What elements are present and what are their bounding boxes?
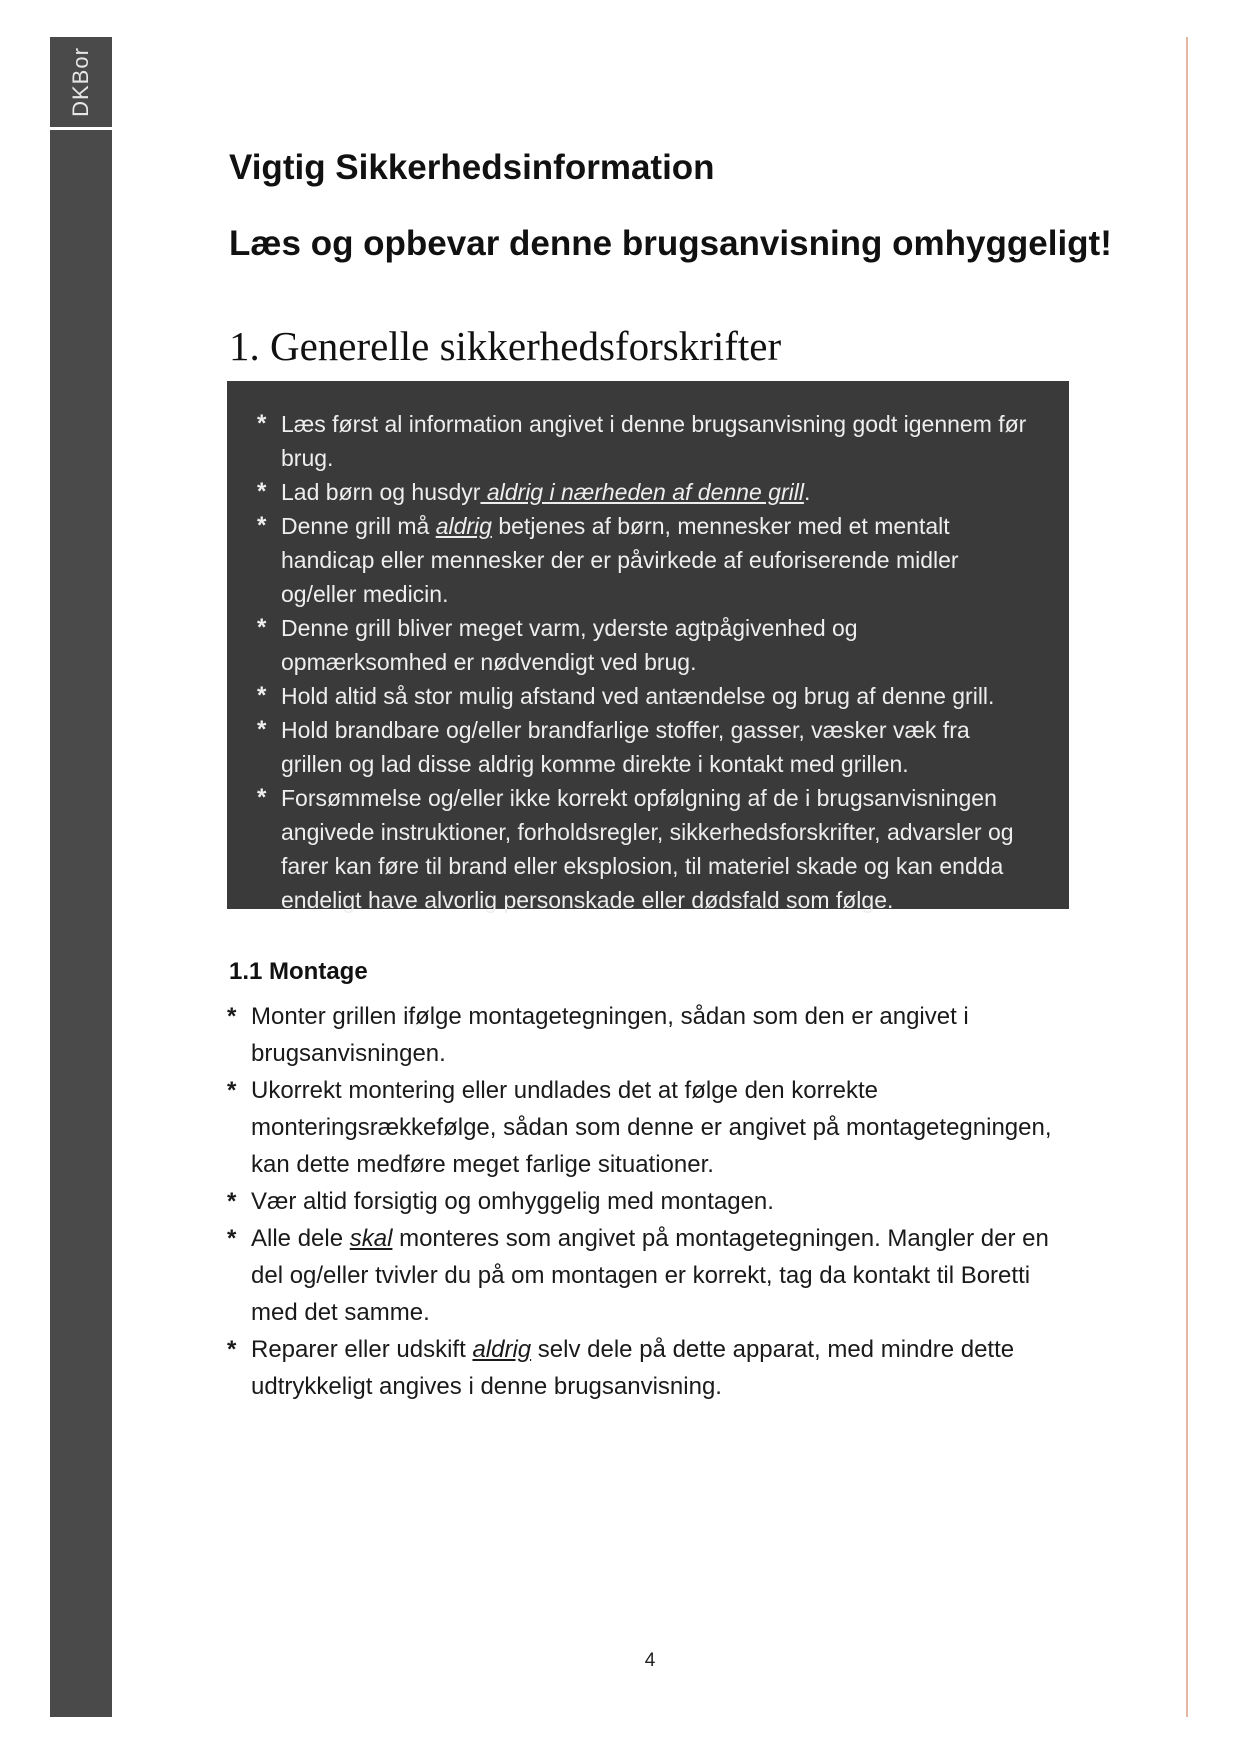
page-subtitle: Læs og opbevar denne brugsanvisning omhyggeligt! — [229, 224, 1112, 263]
bullet-asterisk: * — [227, 1077, 237, 1104]
sidebar-tab — [50, 37, 112, 127]
bullet-asterisk: * — [257, 682, 267, 709]
list-item: * Forsømmelse og/eller ikke korrekt opfølgning af de i brugsanvisningen angivede instruktioner, forholdsregler, sikkerhedsforskrifter, advarsler og farer kan føre til brand eller eksplosion, til materiel skade og kan endda endeligt have alvorlig personskade eller dødsfald som følge. — [257, 781, 1029, 917]
bullet-asterisk: * — [257, 512, 267, 539]
bullet-asterisk: * — [257, 716, 267, 743]
safety-warning-box — [227, 381, 1069, 913]
page-title: Vigtig Sikkerhedsinformation — [229, 148, 715, 187]
list-item: * Lad børn og husdyr aldrig i nærheden af denne grill. — [257, 475, 1029, 509]
right-margin-rule — [1186, 37, 1188, 1717]
list-item: * Ukorrekt montering eller undlades det at følge den korrekte monteringsrækkefølge, sådan som denne er angivet på montagetegningen, kan dette medføre meget farlige situationer. — [227, 1072, 1077, 1183]
bullet-asterisk: * — [227, 1225, 237, 1252]
list-item: * Hold brandbare og/eller brandfarlige stoffer, gasser, væsker væk fra grillen og lad disse aldrig komme direkte i kontakt med grillen. — [257, 713, 1029, 781]
bullet-asterisk: * — [257, 784, 267, 811]
list-item: * Denne grill bliver meget varm, yderste agtpågivenhed og opmærksomhed er nødvendigt ved brug. — [257, 611, 1029, 679]
list-item: * Denne grill må aldrig betjenes af børn, mennesker med et mentalt handicap eller mennesker der er påvirkede af euforiserende midler og/eller medicin. — [257, 509, 1029, 611]
bullet-asterisk: * — [257, 410, 267, 437]
bullet-asterisk: * — [227, 1336, 237, 1363]
list-item: * Hold altid så stor mulig afstand ved antændelse og brug af denne grill. — [257, 679, 1029, 713]
bullet-asterisk: * — [227, 1188, 237, 1215]
list-item: * Læs først al information angivet i denne brugsanvisning godt igennem før brug. — [257, 407, 1029, 475]
safety-warning-list — [257, 407, 1029, 917]
list-item: * Alle dele skal monteres som angivet på montagetegningen. Mangler der en del og/eller tvivler du på om montagen er korrekt, tag da kontakt til Boretti med det samme. — [227, 1220, 1077, 1331]
bullet-asterisk: * — [227, 1003, 237, 1030]
sidebar-tab-label: DKBor — [68, 47, 93, 117]
section-heading-general-safety: 1. Generelle sikkerhedsforskrifter — [229, 323, 782, 369]
list-item: * Monter grillen ifølge montagetegningen, sådan som den er angivet i brugsanvisningen. — [227, 998, 1077, 1072]
montage-list — [227, 998, 1077, 1405]
subsection-heading-montage: 1.1 Montage — [229, 958, 368, 985]
list-item: * Reparer eller udskift aldrig selv dele på dette apparat, med mindre dette udtrykkeligt angives i denne brugsanvisning. — [227, 1331, 1077, 1405]
bullet-asterisk: * — [257, 614, 267, 641]
page-number: 4 — [644, 1650, 656, 1671]
bullet-asterisk: * — [257, 478, 267, 505]
sidebar-bar — [50, 130, 112, 1717]
list-item: * Vær altid forsigtig og omhyggelig med montagen. — [227, 1183, 1077, 1220]
